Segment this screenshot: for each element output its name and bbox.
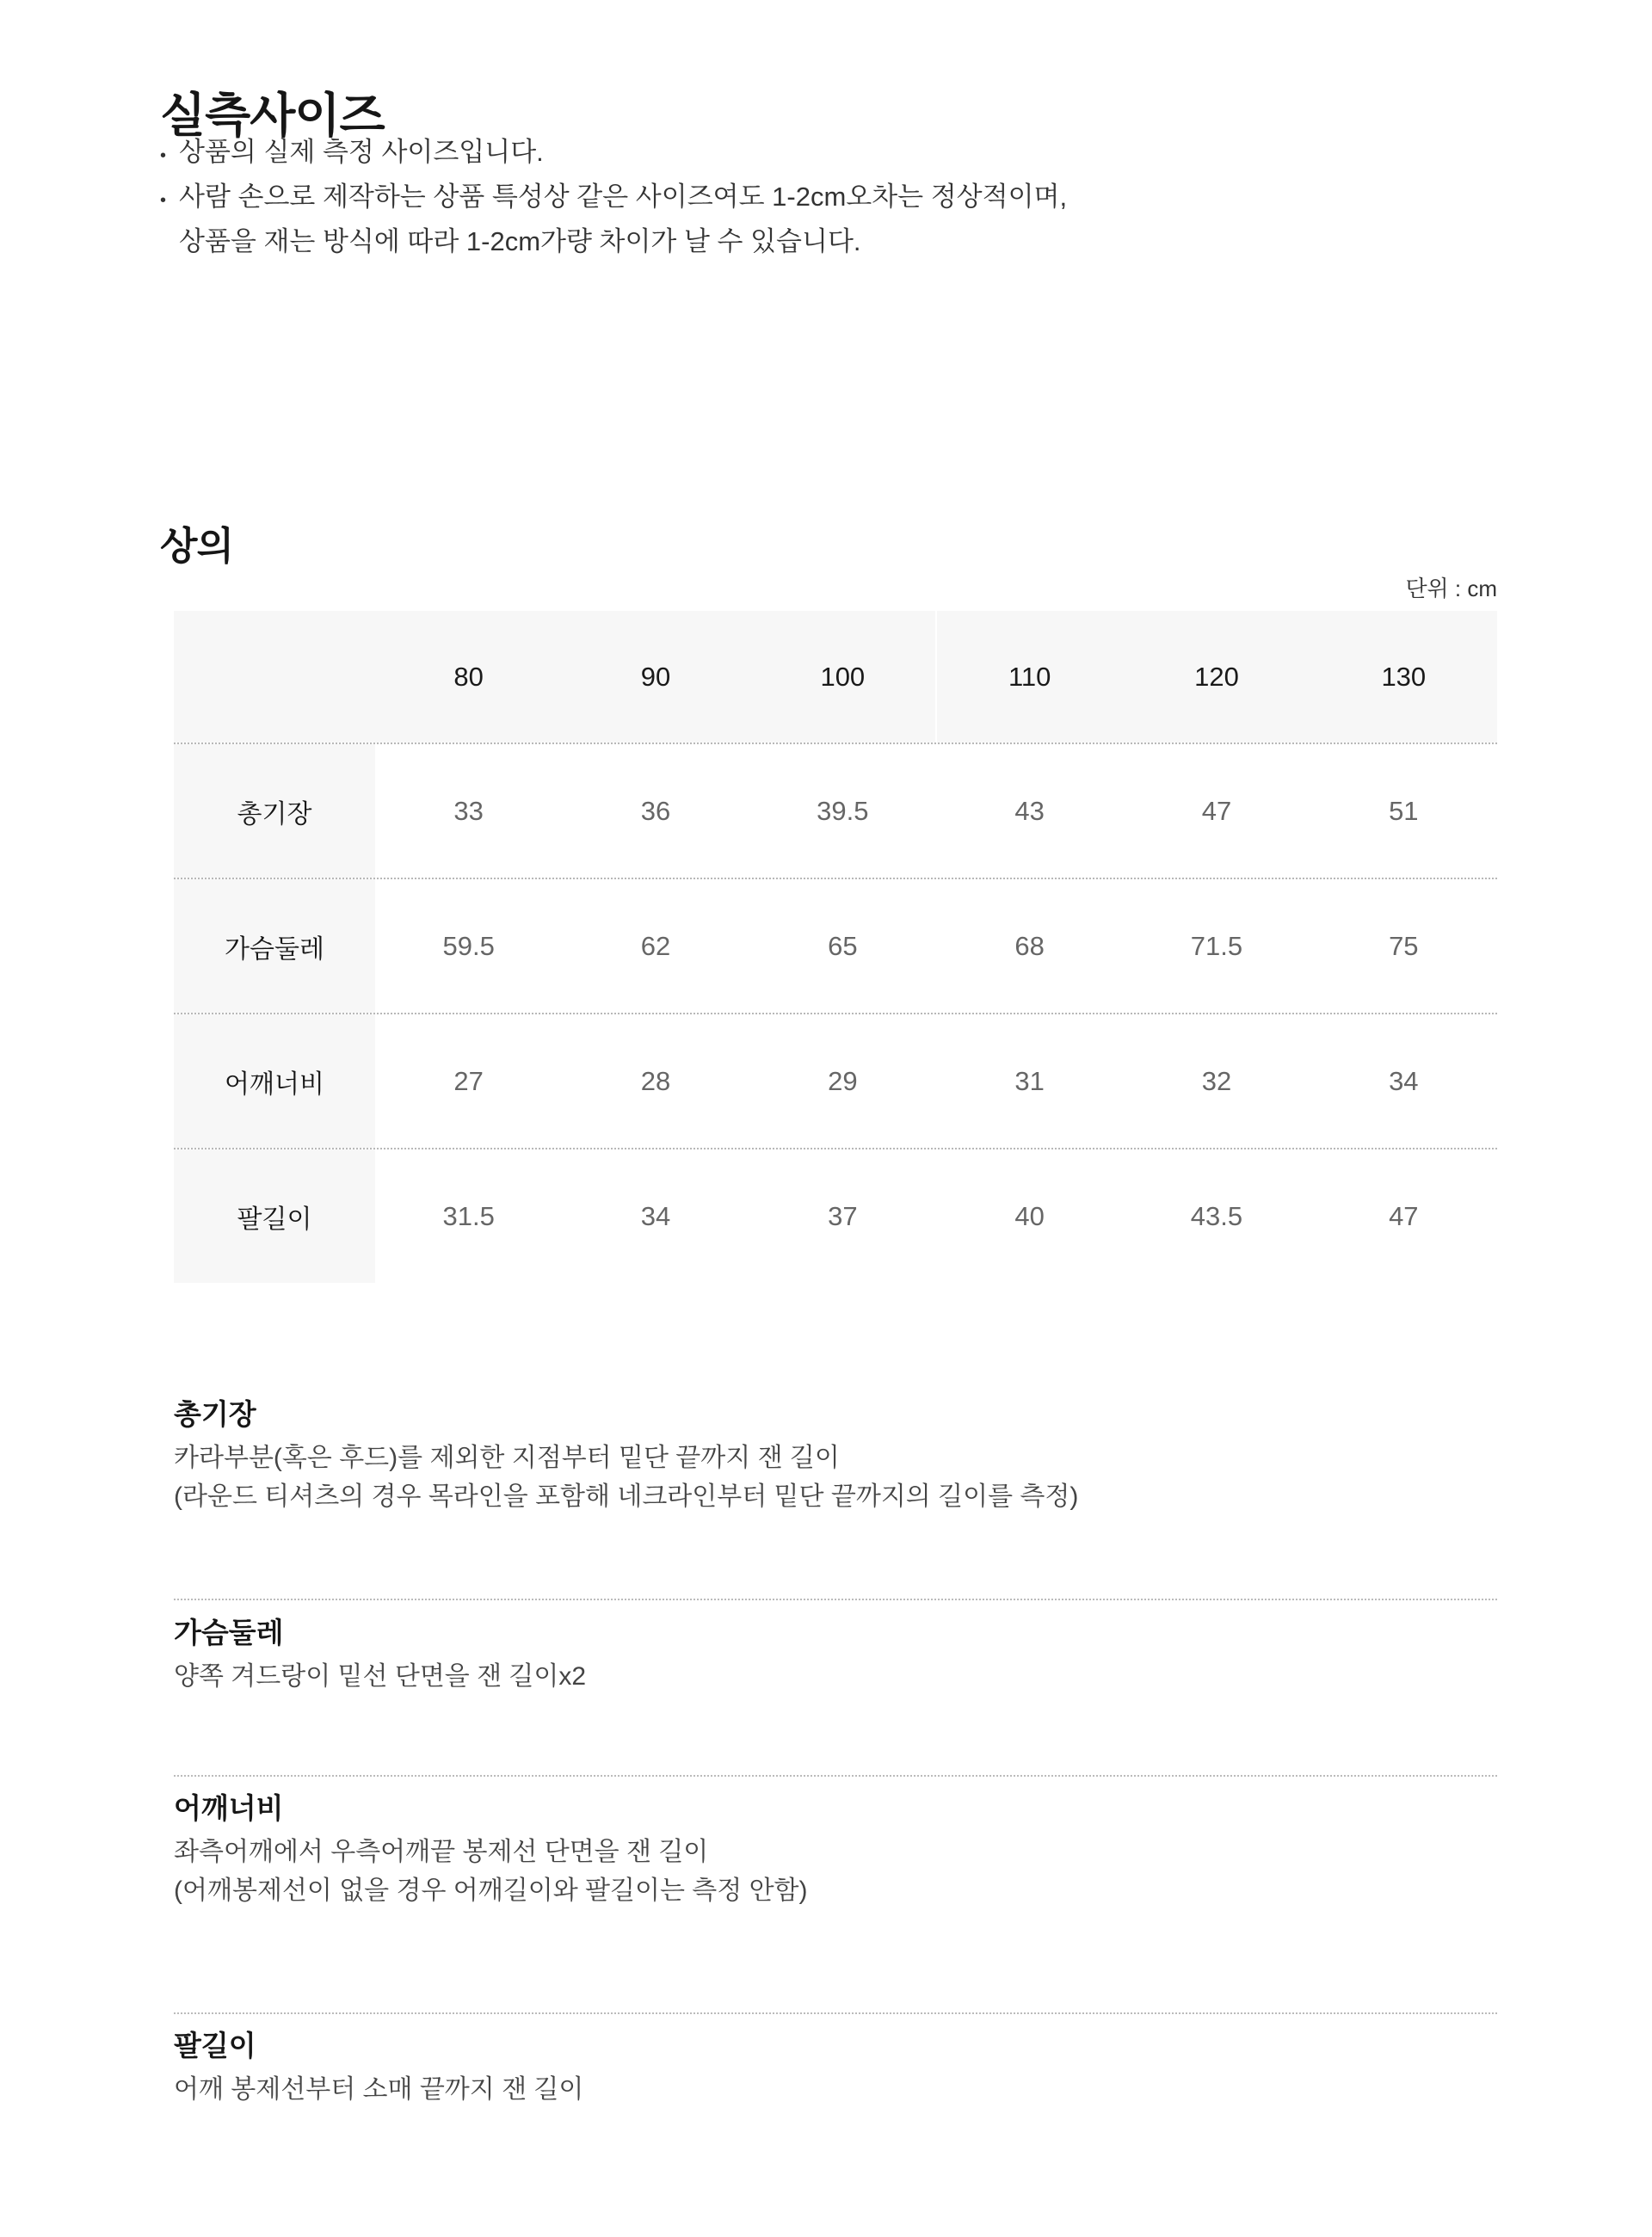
- cell-value: 37: [828, 1200, 858, 1231]
- cell-value: 47: [1389, 1200, 1419, 1231]
- definition-term: 팔길이: [174, 2030, 256, 2061]
- definition-term: 어깨너비: [174, 1792, 284, 1824]
- cell-value: 34: [640, 1200, 671, 1231]
- cell-value: 59.5: [442, 930, 495, 961]
- definition-text: 어깨 봉제선부터 소매 끝까지 잰 길이: [174, 2075, 584, 2104]
- bullet-dot-icon: •: [160, 146, 167, 165]
- section-title-tops: 상의: [160, 524, 233, 568]
- definition-sleeve: [174, 2027, 1497, 2109]
- definition-text: 양쪽 겨드랑이 밑선 단면을 잰 길이x2: [174, 1662, 587, 1691]
- cell-value: 43: [1014, 795, 1045, 826]
- column-header-100: 100: [820, 661, 866, 692]
- unit-label: 단위 : cm: [1405, 576, 1497, 601]
- row-label: 팔길이: [174, 1149, 375, 1283]
- column-header-120: 120: [1194, 661, 1239, 692]
- dotted-divider: [174, 1599, 1497, 1600]
- cell-value: 29: [828, 1065, 858, 1096]
- cell-value: 71.5: [1190, 930, 1243, 961]
- column-header-80: 80: [453, 661, 484, 692]
- cell-value: 36: [640, 795, 671, 826]
- cell-value: 31: [1014, 1065, 1045, 1096]
- definition-term: 총기장: [174, 1398, 256, 1430]
- cell-value: 27: [453, 1065, 484, 1096]
- cell-value: 28: [640, 1065, 671, 1096]
- dotted-divider: [174, 1775, 1497, 1777]
- definition-text: (어깨봉제선이 없을 경우 어깨길이와 팔길이는 측정 안함): [174, 1876, 808, 1905]
- cell-value: 68: [1014, 930, 1045, 961]
- definition-term: 가슴둘레: [174, 1617, 284, 1648]
- definitions-section: [174, 0, 1497, 2237]
- cell-value: 65: [828, 930, 858, 961]
- note-text: 상품의 실제 측정 사이즈입니다.: [179, 137, 544, 167]
- page-title: 실측사이즈: [160, 89, 385, 142]
- dotted-divider: [174, 2012, 1497, 2014]
- cell-value: 31.5: [442, 1200, 495, 1231]
- definition-chest: [174, 1614, 1497, 1696]
- bullet-dot-icon: •: [160, 191, 167, 210]
- cell-value: 34: [1389, 1065, 1419, 1096]
- cell-value: 47: [1201, 795, 1232, 826]
- definition-shoulder: [174, 1790, 1497, 1910]
- cell-value: 51: [1389, 795, 1419, 826]
- cell-value: 62: [640, 930, 671, 961]
- definition-text: 카라부분(혹은 후드)를 제외한 지점부터 밑단 끝까지 잰 길이: [174, 1444, 840, 1472]
- definition-text: (라운드 티셔츠의 경우 목라인을 포함해 네크라인부터 밑단 끝까지의 길이를 측정): [174, 1482, 1079, 1511]
- row-label: 어깨너비: [174, 1014, 375, 1148]
- cell-value: 75: [1389, 930, 1419, 961]
- cell-value: 32: [1201, 1065, 1232, 1096]
- cell-value: 39.5: [817, 795, 869, 826]
- column-header-90: 90: [640, 661, 671, 692]
- definition-total-length: [174, 1396, 1497, 1516]
- note-text: 사람 손으로 제작하는 상품 특성상 같은 사이즈여도 1-2cm오차는 정상적이며,: [179, 182, 1068, 212]
- column-header-130: 130: [1381, 661, 1427, 692]
- column-header-110: 110: [1008, 661, 1051, 692]
- cell-value: 33: [453, 795, 484, 826]
- row-label: 가슴둘레: [174, 879, 375, 1013]
- row-label: 총기장: [174, 744, 375, 878]
- cell-value: 43.5: [1190, 1200, 1243, 1231]
- definition-text: 좌측어깨에서 우측어깨끝 봉제선 단면을 잰 길이: [174, 1838, 709, 1866]
- cell-value: 40: [1014, 1200, 1045, 1231]
- note-text: 상품을 재는 방식에 따라 1-2cm가량 차이가 날 수 있습니다.: [179, 226, 861, 256]
